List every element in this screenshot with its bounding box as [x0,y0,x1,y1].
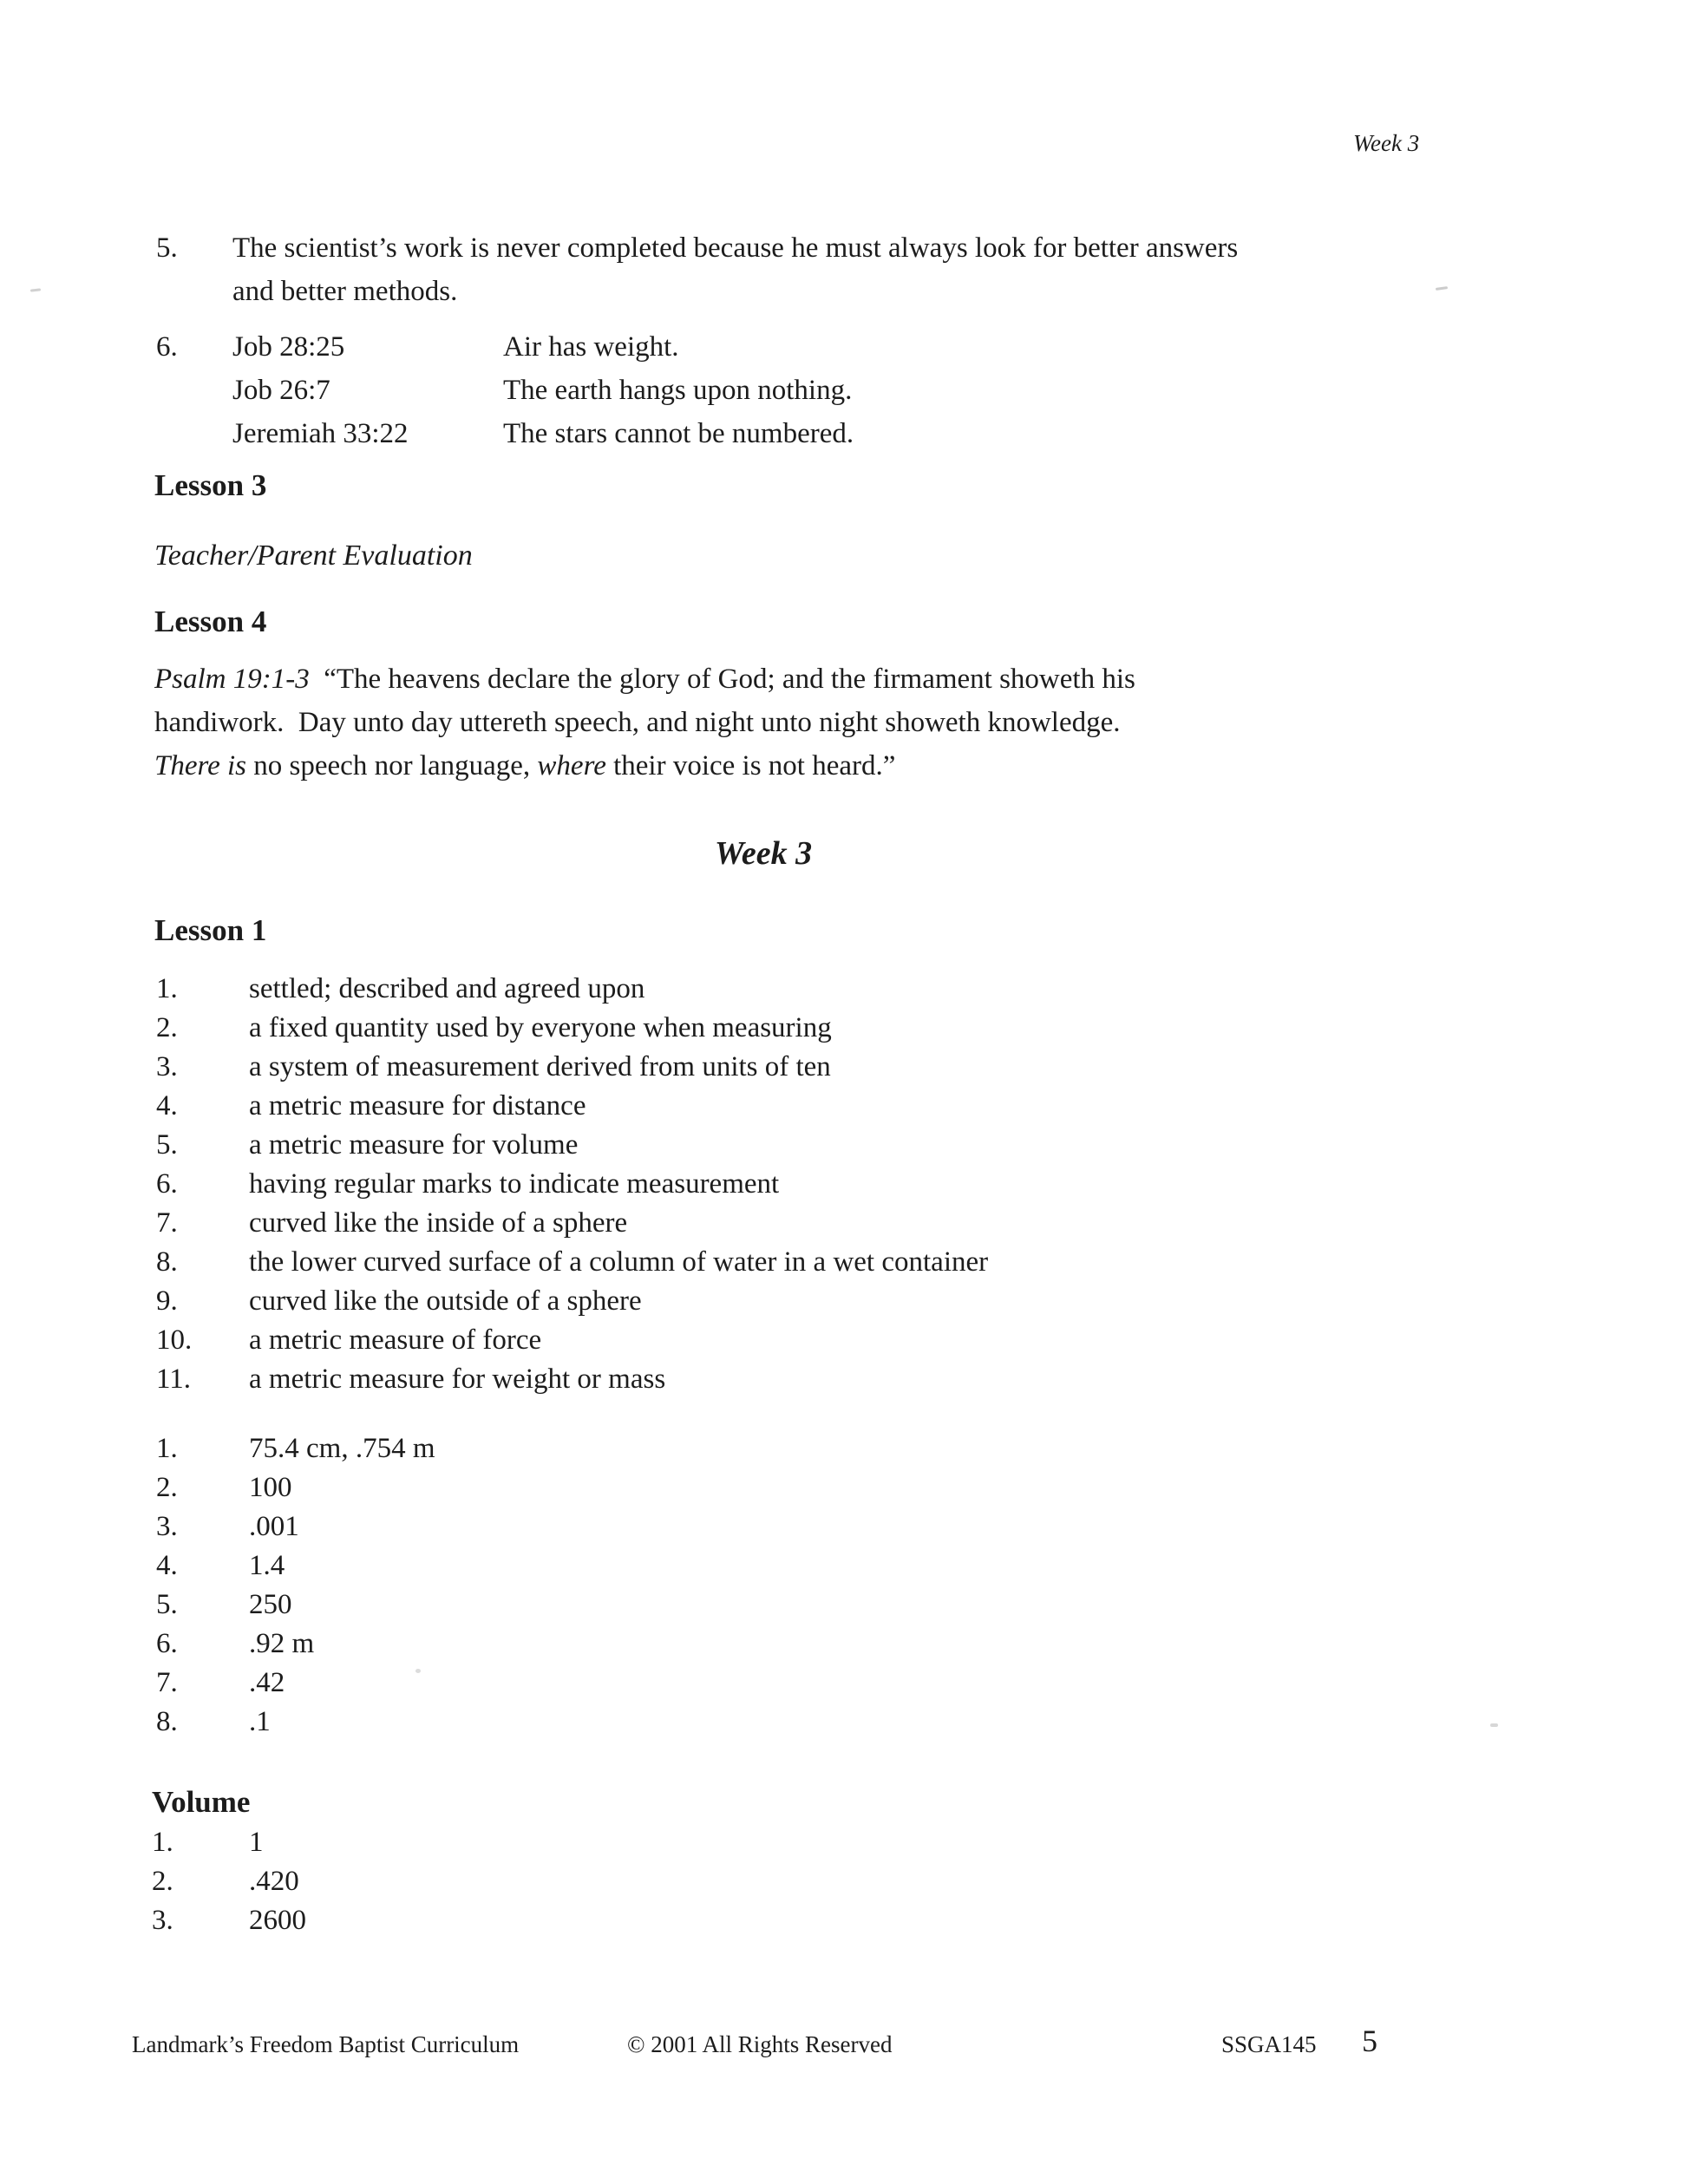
answer-number: 3. [156,1511,178,1542]
answer-item [0,1628,1688,1670]
definition-item [0,1129,1688,1171]
psalm-text: no speech nor language, [246,750,538,781]
answer-value: 250 [249,1589,292,1620]
definition-text: a metric measure for weight or mass [249,1363,666,1395]
answer-number: 1. [152,1827,173,1858]
definition-number: 7. [156,1207,178,1239]
answer-number: 7. [156,1667,178,1698]
lesson-4-heading: Lesson 4 [154,605,267,638]
definition-number: 6. [156,1168,178,1200]
week-3-section-heading: Week 3 [714,835,813,872]
scripture-statement: Air has weight. [503,331,679,363]
answer-number: 8. [156,1706,178,1737]
definition-text: the lower curved surface of a column of water in a wet container [249,1246,989,1278]
definition-text: a metric measure for volume [249,1129,579,1161]
definition-text: settled; described and agreed upon [249,973,645,1004]
answer-number: 1. [156,1433,178,1464]
footer-copyright: © 2001 All Rights Reserved [627,2031,893,2057]
definition-item [0,1324,1688,1366]
psalm-italic-phrase: There is [154,750,247,781]
answer-number: 2. [156,1472,178,1503]
definition-number: 9. [156,1285,178,1317]
answer-value: .420 [249,1866,299,1897]
answer-item [0,1706,1688,1748]
definition-item [0,1168,1688,1210]
review-item-text: and better methods. [232,276,458,307]
definition-text: having regular marks to indicate measurement [249,1168,780,1200]
definition-number: 5. [156,1129,178,1161]
definition-number: 3. [156,1051,178,1082]
answer-item [0,1511,1688,1553]
psalm-text: “The heavens declare the glory of God; and the firmament showeth his [309,664,1135,695]
definition-item [0,1363,1688,1405]
answer-value: .1 [249,1706,271,1737]
definition-number: 1. [156,973,178,1004]
answer-value: 1.4 [249,1550,285,1581]
definition-number: 8. [156,1246,178,1278]
lesson-3-heading: Lesson 3 [154,468,267,502]
answer-number: 6. [156,1628,178,1659]
review-item-6-row-2 [0,375,1688,416]
definition-item [0,1012,1688,1054]
definition-number: 2. [156,1012,178,1043]
scripture-reference: Job 28:25 [232,331,345,363]
definition-text: a system of measurement derived from units of ten [249,1051,831,1082]
answer-item [0,1550,1688,1592]
review-item-text: The scientist’s work is never completed because he must always look for better answers [232,232,1239,264]
review-item-number: 6. [156,331,178,363]
answer-value: .001 [249,1511,299,1542]
definition-item [0,1285,1688,1327]
volume-answer-item [0,1905,1688,1946]
answer-item [0,1472,1688,1514]
definition-text: curved like the inside of a sphere [249,1207,628,1239]
review-item-number: 5. [156,232,178,264]
volume-heading: Volume [152,1785,251,1819]
scripture-statement: The earth hangs upon nothing. [503,375,853,406]
scripture-reference: Job 26:7 [232,375,330,406]
answer-value: .92 m [249,1628,315,1659]
definition-item [0,1051,1688,1093]
lesson-1-heading: Lesson 1 [154,913,267,947]
definition-text: a metric measure for distance [249,1090,586,1121]
running-header-week-label: Week 3 [1353,130,1420,156]
answer-value: .42 [249,1667,285,1698]
answer-number: 3. [152,1905,173,1936]
psalm-italic-phrase: where [537,750,606,781]
definition-item [0,973,1688,1015]
volume-answer-item [0,1866,1688,1907]
answer-value: 2600 [249,1905,306,1936]
psalm-quote-line-1 [154,664,1508,696]
psalm-quote-line-3 [154,750,1508,782]
answer-item [0,1667,1688,1709]
definition-text: curved like the outside of a sphere [249,1285,642,1317]
definition-item [0,1207,1688,1249]
answer-number: 5. [156,1589,178,1620]
definition-number: 11. [156,1363,192,1395]
review-item-6-row-3 [0,418,1688,460]
answer-number: 4. [156,1550,178,1581]
volume-answer-item [0,1827,1688,1868]
answer-item [0,1589,1688,1631]
footer-catalog-code: SSGA145 [1221,2031,1317,2057]
answer-value: 100 [249,1472,292,1503]
definition-number: 4. [156,1090,178,1121]
answer-item [0,1433,1688,1475]
review-item-5-line-1 [0,232,1688,274]
review-item-5-line-2 [0,276,1688,317]
psalm-reference: Psalm 19:1-3 [154,664,310,695]
definition-item [0,1246,1688,1288]
footer-publisher: Landmark’s Freedom Baptist Curriculum [132,2031,520,2057]
definition-text: a fixed quantity used by everyone when measuring [249,1012,832,1043]
answer-number: 2. [152,1866,173,1897]
review-item-6-row-1 [0,331,1688,373]
psalm-quote-line-2: handiwork. Day unto day uttereth speech, and night unto night showeth knowledge. [154,707,1121,738]
scripture-reference: Jeremiah 33:22 [232,418,409,449]
psalm-text: their voice is not heard.” [605,750,896,781]
lesson-3-evaluation-note: Teacher/Parent Evaluation [154,539,473,572]
answer-value: 75.4 cm, .754 m [249,1433,435,1464]
answer-value: 1 [249,1827,264,1858]
footer-page-number: 5 [1362,2024,1377,2058]
scripture-statement: The stars cannot be numbered. [503,418,854,449]
definition-number: 10. [156,1324,193,1356]
definition-text: a metric measure of force [249,1324,542,1356]
definition-item [0,1090,1688,1132]
